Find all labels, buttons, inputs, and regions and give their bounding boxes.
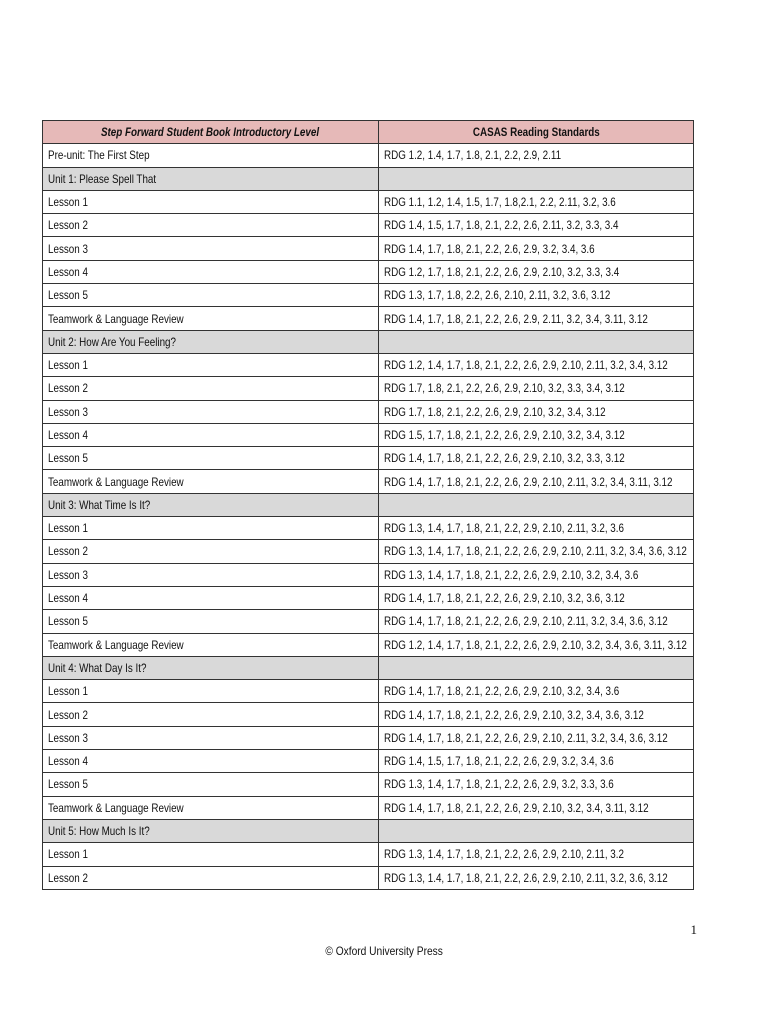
lesson-cell (43, 470, 379, 493)
lesson-cell (43, 703, 379, 726)
lesson-cell (43, 423, 379, 446)
standards-cell (379, 260, 694, 283)
standards-text: RDG 1.3, 1.4, 1.7, 1.8, 2.1, 2.2, 2.9, 2.10, 2.11, 3.2, 3.6 (384, 521, 624, 536)
standards-cell (379, 167, 694, 190)
standards-cell (379, 470, 694, 493)
lesson-label: Lesson 1 (48, 847, 88, 862)
lesson-label: Lesson 5 (48, 451, 88, 466)
standards-cell (379, 447, 694, 470)
table-row (43, 866, 694, 889)
standards-cell (379, 656, 694, 679)
standards-cell (379, 680, 694, 703)
table-row (43, 190, 694, 213)
standards-text: RDG 1.4, 1.7, 1.8, 2.1, 2.2, 2.6, 2.9, 2.10, 3.2, 3.4, 3.6, 3.12 (384, 707, 644, 722)
table-row (43, 214, 694, 237)
lesson-cell (43, 284, 379, 307)
lesson-label: Lesson 1 (48, 684, 88, 699)
standards-cell (379, 284, 694, 307)
lesson-label: Lesson 2 (48, 544, 88, 559)
standards-cell (379, 819, 694, 842)
table-row (43, 260, 694, 283)
table-row (43, 843, 694, 866)
table-row (43, 633, 694, 656)
table-row (43, 400, 694, 423)
copyright-text: © Oxford University Press (325, 944, 443, 958)
standards-cell (379, 237, 694, 260)
lesson-label: Lesson 1 (48, 195, 88, 210)
standards-cell (379, 493, 694, 516)
standards-text: RDG 1.2, 1.4, 1.7, 1.8, 2.1, 2.2, 2.6, 2.9, 2.10, 2.11, 3.2, 3.4, 3.12 (384, 358, 668, 373)
page-number: 1 (690, 922, 697, 937)
column-header-standards-text: CASAS Reading Standards (472, 125, 600, 140)
standards-text: RDG 1.4, 1.7, 1.8, 2.1, 2.2, 2.6, 2.9, 2.10, 2.11, 3.2, 3.4, 3.6, 3.12 (384, 730, 668, 745)
lesson-cell (43, 214, 379, 237)
table-row (43, 423, 694, 446)
lesson-cell (43, 190, 379, 213)
lesson-cell (43, 586, 379, 609)
unit-title-cell (43, 819, 379, 842)
standards-cell (379, 214, 694, 237)
lesson-cell (43, 726, 379, 749)
table-row (43, 447, 694, 470)
standards-text: RDG 1.7, 1.8, 2.1, 2.2, 2.6, 2.9, 2.10, 3.2, 3.4, 3.12 (384, 404, 606, 419)
standards-text: RDG 1.4, 1.5, 1.7, 1.8, 2.1, 2.2, 2.6, 2.9, 3.2, 3.4, 3.6 (384, 754, 614, 769)
lesson-cell (43, 377, 379, 400)
unit-title-cell (43, 656, 379, 679)
unit-title: Unit 3: What Time Is It? (48, 497, 151, 512)
lesson-label: Lesson 1 (48, 521, 88, 536)
unit-title: Unit 1: Please Spell That (48, 171, 157, 186)
lesson-cell (43, 144, 379, 167)
standards-cell (379, 190, 694, 213)
table-row (43, 377, 694, 400)
lesson-cell (43, 796, 379, 819)
table-row (43, 237, 694, 260)
standards-text: RDG 1.4, 1.7, 1.8, 2.1, 2.2, 2.6, 2.9, 2.10, 3.2, 3.4, 3.6 (384, 684, 620, 699)
table-row (43, 586, 694, 609)
standards-cell (379, 517, 694, 540)
lesson-cell (43, 680, 379, 703)
table-row (43, 517, 694, 540)
lesson-cell (43, 517, 379, 540)
standards-cell (379, 796, 694, 819)
standards-cell (379, 586, 694, 609)
lesson-cell (43, 540, 379, 563)
lesson-label: Lesson 3 (48, 404, 88, 419)
standards-text: RDG 1.2, 1.7, 1.8, 2.1, 2.2, 2.6, 2.9, 2.10, 3.2, 3.3, 3.4 (384, 264, 620, 279)
lesson-cell (43, 447, 379, 470)
column-header-standards (379, 121, 694, 144)
column-header-level (43, 121, 379, 144)
table-row (43, 353, 694, 376)
standards-cell (379, 843, 694, 866)
unit-title-cell (43, 167, 379, 190)
lesson-label: Lesson 3 (48, 567, 88, 582)
standards-text: RDG 1.5, 1.7, 1.8, 2.1, 2.2, 2.6, 2.9, 2.10, 3.2, 3.4, 3.12 (384, 428, 625, 442)
standards-cell (379, 144, 694, 167)
lesson-label: Teamwork & Language Review (48, 637, 184, 652)
standards-text: RDG 1.7, 1.8, 2.1, 2.2, 2.6, 2.9, 2.10, 3.2, 3.3, 3.4, 3.12 (384, 381, 625, 396)
standards-cell (379, 400, 694, 423)
lesson-cell (43, 773, 379, 796)
lesson-label: Lesson 1 (48, 358, 88, 373)
copyright-footer (0, 944, 768, 958)
lesson-cell (43, 563, 379, 586)
standards-cell (379, 307, 694, 330)
lesson-label: Lesson 4 (48, 428, 88, 442)
lesson-cell (43, 353, 379, 376)
table-row (43, 610, 694, 633)
standards-text: RDG 1.4, 1.7, 1.8, 2.1, 2.2, 2.6, 2.9, 2.10, 3.2, 3.6, 3.12 (384, 591, 625, 606)
table-row (43, 563, 694, 586)
lesson-label: Lesson 2 (48, 218, 88, 233)
lesson-label: Teamwork & Language Review (48, 311, 184, 326)
unit-heading-row (43, 167, 694, 190)
lesson-cell (43, 843, 379, 866)
standards-table (42, 120, 694, 890)
table-row (43, 726, 694, 749)
lesson-label: Pre-unit: The First Step (48, 148, 150, 163)
standards-cell (379, 563, 694, 586)
table-row (43, 796, 694, 819)
lesson-cell (43, 400, 379, 423)
standards-text: RDG 1.4, 1.7, 1.8, 2.1, 2.2, 2.6, 2.9, 2.10, 3.2, 3.3, 3.12 (384, 451, 625, 466)
standards-text: RDG 1.4, 1.7, 1.8, 2.1, 2.2, 2.6, 2.9, 2.11, 3.2, 3.4, 3.11, 3.12 (384, 311, 648, 326)
standards-text: RDG 1.1, 1.2, 1.4, 1.5, 1.7, 1.8,2.1, 2.2, 2.11, 3.2, 3.6 (384, 195, 616, 210)
lesson-label: Lesson 4 (48, 754, 88, 769)
standards-cell (379, 750, 694, 773)
standards-text: RDG 1.3, 1.4, 1.7, 1.8, 2.1, 2.2, 2.6, 2.9, 2.10, 2.11, 3.2 (384, 847, 624, 862)
table-body (43, 144, 694, 890)
lesson-label: Teamwork & Language Review (48, 800, 184, 815)
table-row (43, 307, 694, 330)
standards-text: RDG 1.3, 1.7, 1.8, 2.2, 2.6, 2.10, 2.11, 3.2, 3.6, 3.12 (384, 288, 611, 303)
unit-heading-row (43, 656, 694, 679)
lesson-label: Lesson 2 (48, 707, 88, 722)
unit-title: Unit 4: What Day Is It? (48, 660, 147, 675)
standards-cell (379, 540, 694, 563)
standards-text: RDG 1.4, 1.7, 1.8, 2.1, 2.2, 2.6, 2.9, 3.2, 3.4, 3.6 (384, 241, 595, 256)
table-row (43, 703, 694, 726)
lesson-label: Lesson 4 (48, 264, 88, 279)
standards-cell (379, 330, 694, 353)
unit-heading-row (43, 493, 694, 516)
standards-text: RDG 1.2, 1.4, 1.7, 1.8, 2.1, 2.2, 2.6, 2.9, 2.10, 3.2, 3.4, 3.6, 3.11, 3.12 (384, 637, 687, 652)
standards-cell (379, 773, 694, 796)
table-row (43, 680, 694, 703)
table-row (43, 144, 694, 167)
lesson-cell (43, 610, 379, 633)
lesson-label: Lesson 2 (48, 870, 88, 885)
unit-title: Unit 2: How Are You Feeling? (48, 334, 177, 349)
lesson-label: Lesson 3 (48, 730, 88, 745)
unit-title-cell (43, 493, 379, 516)
standards-cell (379, 610, 694, 633)
unit-heading-row (43, 330, 694, 353)
table-header-row (43, 121, 694, 144)
standards-cell (379, 703, 694, 726)
standards-text: RDG 1.2, 1.4, 1.7, 1.8, 2.1, 2.2, 2.9, 2.11 (384, 148, 562, 163)
standards-text: RDG 1.3, 1.4, 1.7, 1.8, 2.1, 2.2, 2.6, 2.9, 3.2, 3.3, 3.6 (384, 777, 614, 792)
lesson-label: Lesson 2 (48, 381, 88, 396)
standards-cell (379, 377, 694, 400)
lesson-label: Lesson 5 (48, 614, 88, 629)
table-row (43, 773, 694, 796)
standards-cell (379, 726, 694, 749)
lesson-label: Lesson 5 (48, 777, 88, 792)
table-row (43, 284, 694, 307)
table-row (43, 540, 694, 563)
unit-title-cell (43, 330, 379, 353)
standards-text: RDG 1.3, 1.4, 1.7, 1.8, 2.1, 2.2, 2.6, 2.9, 2.10, 2.11, 3.2, 3.4, 3.6, 3.12 (384, 544, 687, 559)
standards-text: RDG 1.3, 1.4, 1.7, 1.8, 2.1, 2.2, 2.6, 2.9, 2.10, 2.11, 3.2, 3.6, 3.12 (384, 870, 668, 885)
column-header-level-text: Step Forward Student Book Introductory Level (101, 125, 320, 140)
lesson-label: Lesson 5 (48, 288, 88, 303)
standards-text: RDG 1.4, 1.7, 1.8, 2.1, 2.2, 2.6, 2.9, 2.10, 2.11, 3.2, 3.4, 3.6, 3.12 (384, 614, 668, 629)
lesson-cell (43, 866, 379, 889)
standards-cell (379, 423, 694, 446)
lesson-cell (43, 260, 379, 283)
lesson-label: Teamwork & Language Review (48, 474, 184, 489)
standards-cell (379, 633, 694, 656)
unit-heading-row (43, 819, 694, 842)
lesson-cell (43, 237, 379, 260)
standards-text: RDG 1.3, 1.4, 1.7, 1.8, 2.1, 2.2, 2.6, 2.9, 2.10, 3.2, 3.4, 3.6 (384, 567, 639, 582)
standards-text: RDG 1.4, 1.7, 1.8, 2.1, 2.2, 2.6, 2.9, 2.10, 3.2, 3.4, 3.11, 3.12 (384, 800, 649, 815)
lesson-label: Lesson 4 (48, 591, 88, 606)
lesson-label: Lesson 3 (48, 241, 88, 256)
standards-cell (379, 353, 694, 376)
lesson-cell (43, 307, 379, 330)
standards-text: RDG 1.4, 1.5, 1.7, 1.8, 2.1, 2.2, 2.6, 2.11, 3.2, 3.3, 3.4 (384, 218, 619, 233)
standards-cell (379, 866, 694, 889)
lesson-cell (43, 633, 379, 656)
lesson-cell (43, 750, 379, 773)
table-row (43, 750, 694, 773)
table-row (43, 470, 694, 493)
unit-title: Unit 5: How Much Is It? (48, 824, 150, 839)
standards-text: RDG 1.4, 1.7, 1.8, 2.1, 2.2, 2.6, 2.9, 2.10, 2.11, 3.2, 3.4, 3.11, 3.12 (384, 474, 673, 489)
